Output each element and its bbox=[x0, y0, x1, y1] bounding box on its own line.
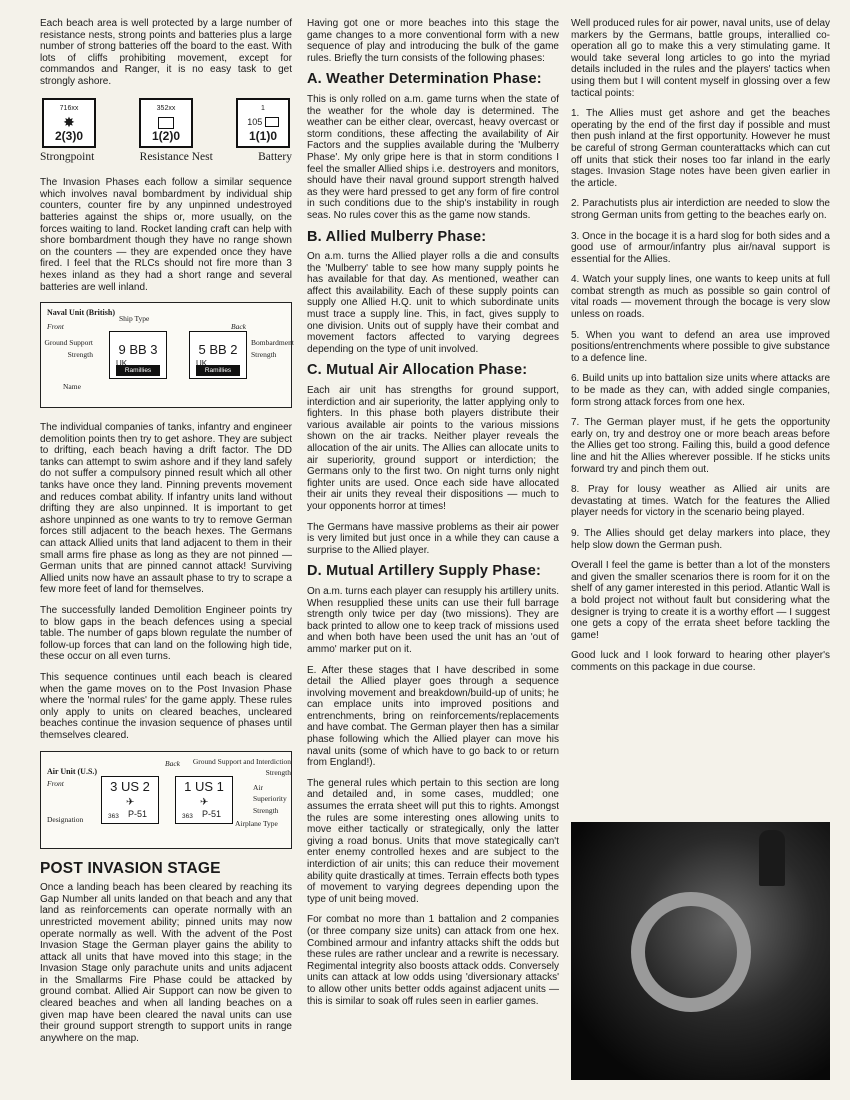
paragraph: The Germans have massive problems as their air power is very limited but just once in a while they can cause a surprise to the Allied player. bbox=[307, 521, 559, 556]
tactical-point: 6. Build units up into battalion size units where attacks are to be made as they can, with added single companies, form strong attack forces from one hex. bbox=[571, 373, 830, 408]
unit-number: 363 bbox=[108, 812, 119, 820]
back-label: Back bbox=[231, 322, 246, 332]
section-heading: A. Weather Determination Phase: bbox=[307, 71, 542, 88]
column-1 bbox=[40, 18, 292, 1053]
paragraph: Well produced rules for air power, naval units, use of delay markers by the Germans, battle groups, interallied co-operation all go to make this a very stimulating game. It would take several long articles to go into the myriad details included in the rules and the players' tactics when using them but I will content myself in glossing over a few tactical points: bbox=[571, 18, 830, 99]
front-label: Front bbox=[47, 322, 64, 332]
ship-name: Ramillies bbox=[116, 365, 160, 377]
artillery-icon bbox=[265, 117, 279, 127]
ship-name: Ramillies bbox=[196, 365, 240, 377]
counter-value: 1 US 1 bbox=[184, 778, 224, 794]
counter-label: Resistance Nest bbox=[139, 150, 213, 163]
airplane-type-label: Airplane Type bbox=[235, 818, 278, 828]
naval-counter-back bbox=[189, 331, 247, 379]
paragraph: Having got one or more beaches into this stage the game changes to a more conventional form with a new sequence of play and introducing the bulk of the game rules. Briefly the turn consists of the following phases: bbox=[307, 18, 559, 64]
paragraph: Overall I feel the game is better than a lot of the monsters and given the smaller scenarios there is room for it on the shelf of any gamer interested in this period. Atlantic Wall is a bold project not without fault but considering what the designer is trying to create it is a worthy effort — I suggest one gets a copy of the errata sheet before tackling the game! bbox=[571, 560, 830, 641]
back-label: Back bbox=[165, 758, 180, 768]
counter-unit: 716xx bbox=[59, 104, 79, 112]
section-heading: C. Mutual Air Allocation Phase: bbox=[307, 362, 528, 379]
fortification-icon: ✸ bbox=[63, 113, 75, 130]
plane-icon: ✈ bbox=[200, 796, 209, 808]
strongpoint-counter bbox=[42, 98, 96, 148]
tactical-point: 2. Parachutists plus air interdiction are needed to slow the strong German units from getting to the beaches early on. bbox=[571, 198, 830, 221]
air-counter-back bbox=[175, 776, 233, 824]
paragraph: E. After these stages that I have described in some detail the Allied player goes through a sequence involving movement and breakdown/build-up of units; he can emplace units into improved positions and entrenchments, bring on reinforcements/replacements and have combat. The German player then has a similar phase following which the Allied player can move his naval units (some of which have to go back to or return from England!). bbox=[307, 664, 559, 769]
paragraph: On a.m. turns each player can resupply his artillery units. When resupplied these units can use their full barrage strength only twice per day (two missions). They are back printed to allow one to keep track of missions used and when both have been used the unit has an 'out of ammo' marker put on it. bbox=[307, 585, 559, 655]
air-superiority-label: Air Superiority Strength bbox=[253, 782, 287, 815]
counter-value: 1(2)0 bbox=[151, 128, 180, 143]
air-unit-diagram bbox=[40, 751, 292, 849]
paragraph: This is only rolled on a.m. game turns when the state of the weather for the whole day is determined. The weather can be either clear, overcast, heavy overcast or storm conditions, these affecting the availability of Air Factors and the supplies available during the 'Mulberry Phase'. My only gripe here is that in storm conditions I feel the smaller Allied ships i.e. destroyers and monitors, should have their naval ground support strength halved as they were hard pressed to get any form of fire control in such conditions due to the ship's instability in rough seas. No rules cover this as the game now stands. bbox=[307, 93, 559, 221]
bunker-photo bbox=[571, 822, 830, 1080]
counter-value: 1(1)0 bbox=[248, 128, 277, 143]
soldier-figure bbox=[759, 830, 785, 886]
paragraph: On a.m. turns the Allied player rolls a die and consults the 'Mulberry' table to see how many supply points he has available for that day. As mentioned, weather can affect this availability. Each of these supply points can supply one Allied H.Q. unit to which subordinate units must trace a supply line. This, in fact, gives supply to one division. Units out of supply have their combat and movement factors affected to varying degrees depending on the type of unit involved. bbox=[307, 251, 559, 355]
counter-label: Strongpoint bbox=[40, 150, 95, 163]
tactical-point: 3. Once in the bocage it is a hard slog for both sides and a good use of armour/infantry plus air/naval support is essential for the Allies. bbox=[571, 230, 830, 265]
naval-unit-diagram bbox=[40, 302, 292, 408]
tactical-point: 7. The German player must, if he gets the opportunity early on, try and destroy one or more beach areas before the Allies get too strong. Failing this, build a good defence line and hit the Allies wherever possible. If he sticks units forward try and pinch them out. bbox=[571, 417, 830, 475]
tactical-point: 8. Pray for lousy weather as Allied air units are devastating at times. Watch for the features the Allied player needs for victory in the scenario being played. bbox=[571, 484, 830, 519]
gun-emplacement bbox=[631, 892, 751, 1012]
paragraph: This sequence continues until each beach is cleared when the game moves on to the Post Invasion Phase where the 'normal rules' for the game apply. These rules only apply to units on cleared beaches, uncleared beaches continue the invasion sequence of phases until themselves cleared. bbox=[40, 671, 292, 741]
paragraph: The Invasion Phases each follow a similar sequence which involves naval bombardment by individual ship counters, counter fire by any unpinned undestroyed batteries against the ships or, more usually, on the forces waiting to land. Rocket landing craft can help with shore bombardment though they have no range shown on the counters — they are expended once they have fired. I feel that the RLCs should not fire more than 3 hexes inland as they had a short range and several batteries are well inland. bbox=[40, 177, 292, 293]
counter-value: 5 BB 2 bbox=[198, 342, 238, 358]
resistance-nest-counter bbox=[139, 98, 193, 148]
diagram-title: Naval Unit (British) bbox=[47, 308, 115, 318]
plane-icon: ✈ bbox=[126, 796, 135, 808]
naval-counter-front bbox=[109, 331, 167, 379]
defence-counters bbox=[42, 98, 290, 148]
ground-support-label: Ground Support Strength bbox=[44, 338, 93, 359]
paragraph: Good luck and I look forward to hearing other player's comments on this package in due course. bbox=[571, 650, 830, 673]
paragraph: Each beach area is well protected by a large number of resistance nests, strong points and batteries plus a large number of strong batteries off the board to the east. With lots of cliffs prohibiting movement, except for commandos and Ranger, it is no easy task to get strongly ashore. bbox=[40, 18, 292, 87]
paragraph: The individual companies of tanks, infantry and engineer demolition points then try to get ashore. They are subject to drifting, each beach having a drift factor. The DD tanks can attempt to swim ashore and if they land safely do not suffer a compulsory pinned result which all other tanks have once they land. Pinning prevents movement and reduces combat ability. If infantry units land without drifting they are also unpinned. It is important to get ashore unpinned as one wants to try to remove German forces still adjacent to the beach hexes. The Germans can attack Allied units that land adjacent to them in their small arms fire phase as long as they are not pinned — German units that are pinned cannot attack! Surviving Allied units now have an assault phase to try to scrape a few more feet of land for themselves. bbox=[40, 422, 292, 596]
paragraph: For combat no more than 1 battalion and 2 companies (or three company size units) can attack from one hex. Combined armour and infantry attacks shift the odds but these rules are rather unclear and a rewrite is necessary. Regimental integrity also boosts attack odds. Conversely units can attack at low odds using 'diversionary attacks' to allow other units better odds against adjacent units — this is similar to soak off rules seen in earlier games. bbox=[307, 914, 559, 1007]
section-heading: B. Allied Mulberry Phase: bbox=[307, 228, 487, 245]
tactical-point: 5. When you want to defend an area use improved positions/entrenchments where possible to give substance to a defence line. bbox=[571, 329, 830, 364]
battery-counter bbox=[236, 98, 290, 148]
tactical-point: 4. Watch your supply lines, one wants to keep units at full combat strength as much as possible so gain control of vital roads — movement through the bocage is very slow unless on roads. bbox=[571, 274, 830, 321]
plane-type: P-51 bbox=[128, 808, 148, 819]
paragraph: The general rules which pertain to this section are long and detailed and, in some cases, muddled; one assumes the errata sheet will put this to rights. Amongst the rules are some interesting ones allowing units to move either tactically or strategically, only the latter giving a road bonus. Units that move stategically can't enter enemy controlled hexes and are subject to the interdiction of air units; this can reduce their movement ability quite drastically at times. Terrain effects both types of movement to varying degrees depending upon the type of unit being moved. bbox=[307, 777, 559, 905]
ground-support-label: Ground Support and Interdiction Strength bbox=[192, 756, 291, 778]
plane-type: P-51 bbox=[202, 808, 222, 819]
section-heading: D. Mutual Artillery Supply Phase: bbox=[307, 563, 542, 580]
counter-unit: 352xx bbox=[156, 104, 176, 112]
counter-label: Battery bbox=[258, 150, 292, 163]
paragraph: Once a landing beach has been cleared by reaching its Gap Number all units landed on that beach and any that land as reinforcements can operate normally with an unrestricted movement ability; pinned units may now operate normally as well. With the advent of the Post Invasion Stage the German player gains the ability to attack all units that have moved into this stage; in the Invasion Stage only parachute units and units adjacent in the Smallarms Fire Phase could be attacked by ground combat. Allied Air Support can now be given to cleared beaches and when all landing beaches on a given map have been cleared the naval units can use their ground support strength to support units in range anywhere on the map. bbox=[40, 882, 292, 1044]
battery-calibre: 105 bbox=[247, 117, 279, 129]
designation-label: Designation bbox=[47, 814, 84, 824]
counter-unit: 1 bbox=[261, 104, 265, 112]
tactical-point: 1. The Allies must get ashore and get the beaches operating by the end of the first day if possible and must then push inland at the first opportunity. However he must be careful of strong German counterattacks which can cut off units that stick their noses too far inland in the early stages. Invasion Stage notes have been given earlier in the article. bbox=[571, 108, 830, 189]
paragraph: Each air unit has strengths for ground support, interdiction and air superiority, the latter applying only to fighters. In this phase both players distribute their various available air points to the various missions shown on the air tracks. Neither player reveals the allocation of the air units. The Allies can allocate units to air superiority, ground support or interdiction; the Germans only to the first two. On night turns only night fighter units are used. Once each side have allocated their air units they reveal their dispositions — much to your opponents horror at times! bbox=[307, 385, 559, 512]
ship-type-label: Ship Type bbox=[119, 314, 150, 324]
bombardment-label: Bombardment Strength bbox=[251, 338, 294, 359]
tactical-point: 9. The Allies should get delay markers into place, they help slow down the German push. bbox=[571, 527, 830, 551]
air-counter-front bbox=[101, 776, 159, 824]
counter-value: 2(3)0 bbox=[54, 128, 83, 143]
counter-labels bbox=[40, 152, 292, 164]
front-label: Front bbox=[47, 778, 64, 788]
paragraph: The successfully landed Demolition Engineer points try to blow gaps in the beach defences using a special table. The number of gaps blown regulate the number of follow-up forces that can land on the following high tide, these occur on all even turns. bbox=[40, 605, 292, 663]
counter-value: 3 US 2 bbox=[110, 778, 150, 794]
name-label: Name bbox=[63, 382, 81, 392]
section-heading: POST INVASION STAGE bbox=[40, 859, 221, 877]
column-3 bbox=[571, 18, 830, 683]
unit-number: 363 bbox=[182, 812, 193, 820]
column-2 bbox=[307, 18, 559, 1016]
diagram-title: Air Unit (U.S.) bbox=[47, 766, 98, 776]
nest-icon bbox=[158, 117, 174, 129]
counter-value: 9 BB 3 bbox=[118, 342, 158, 358]
